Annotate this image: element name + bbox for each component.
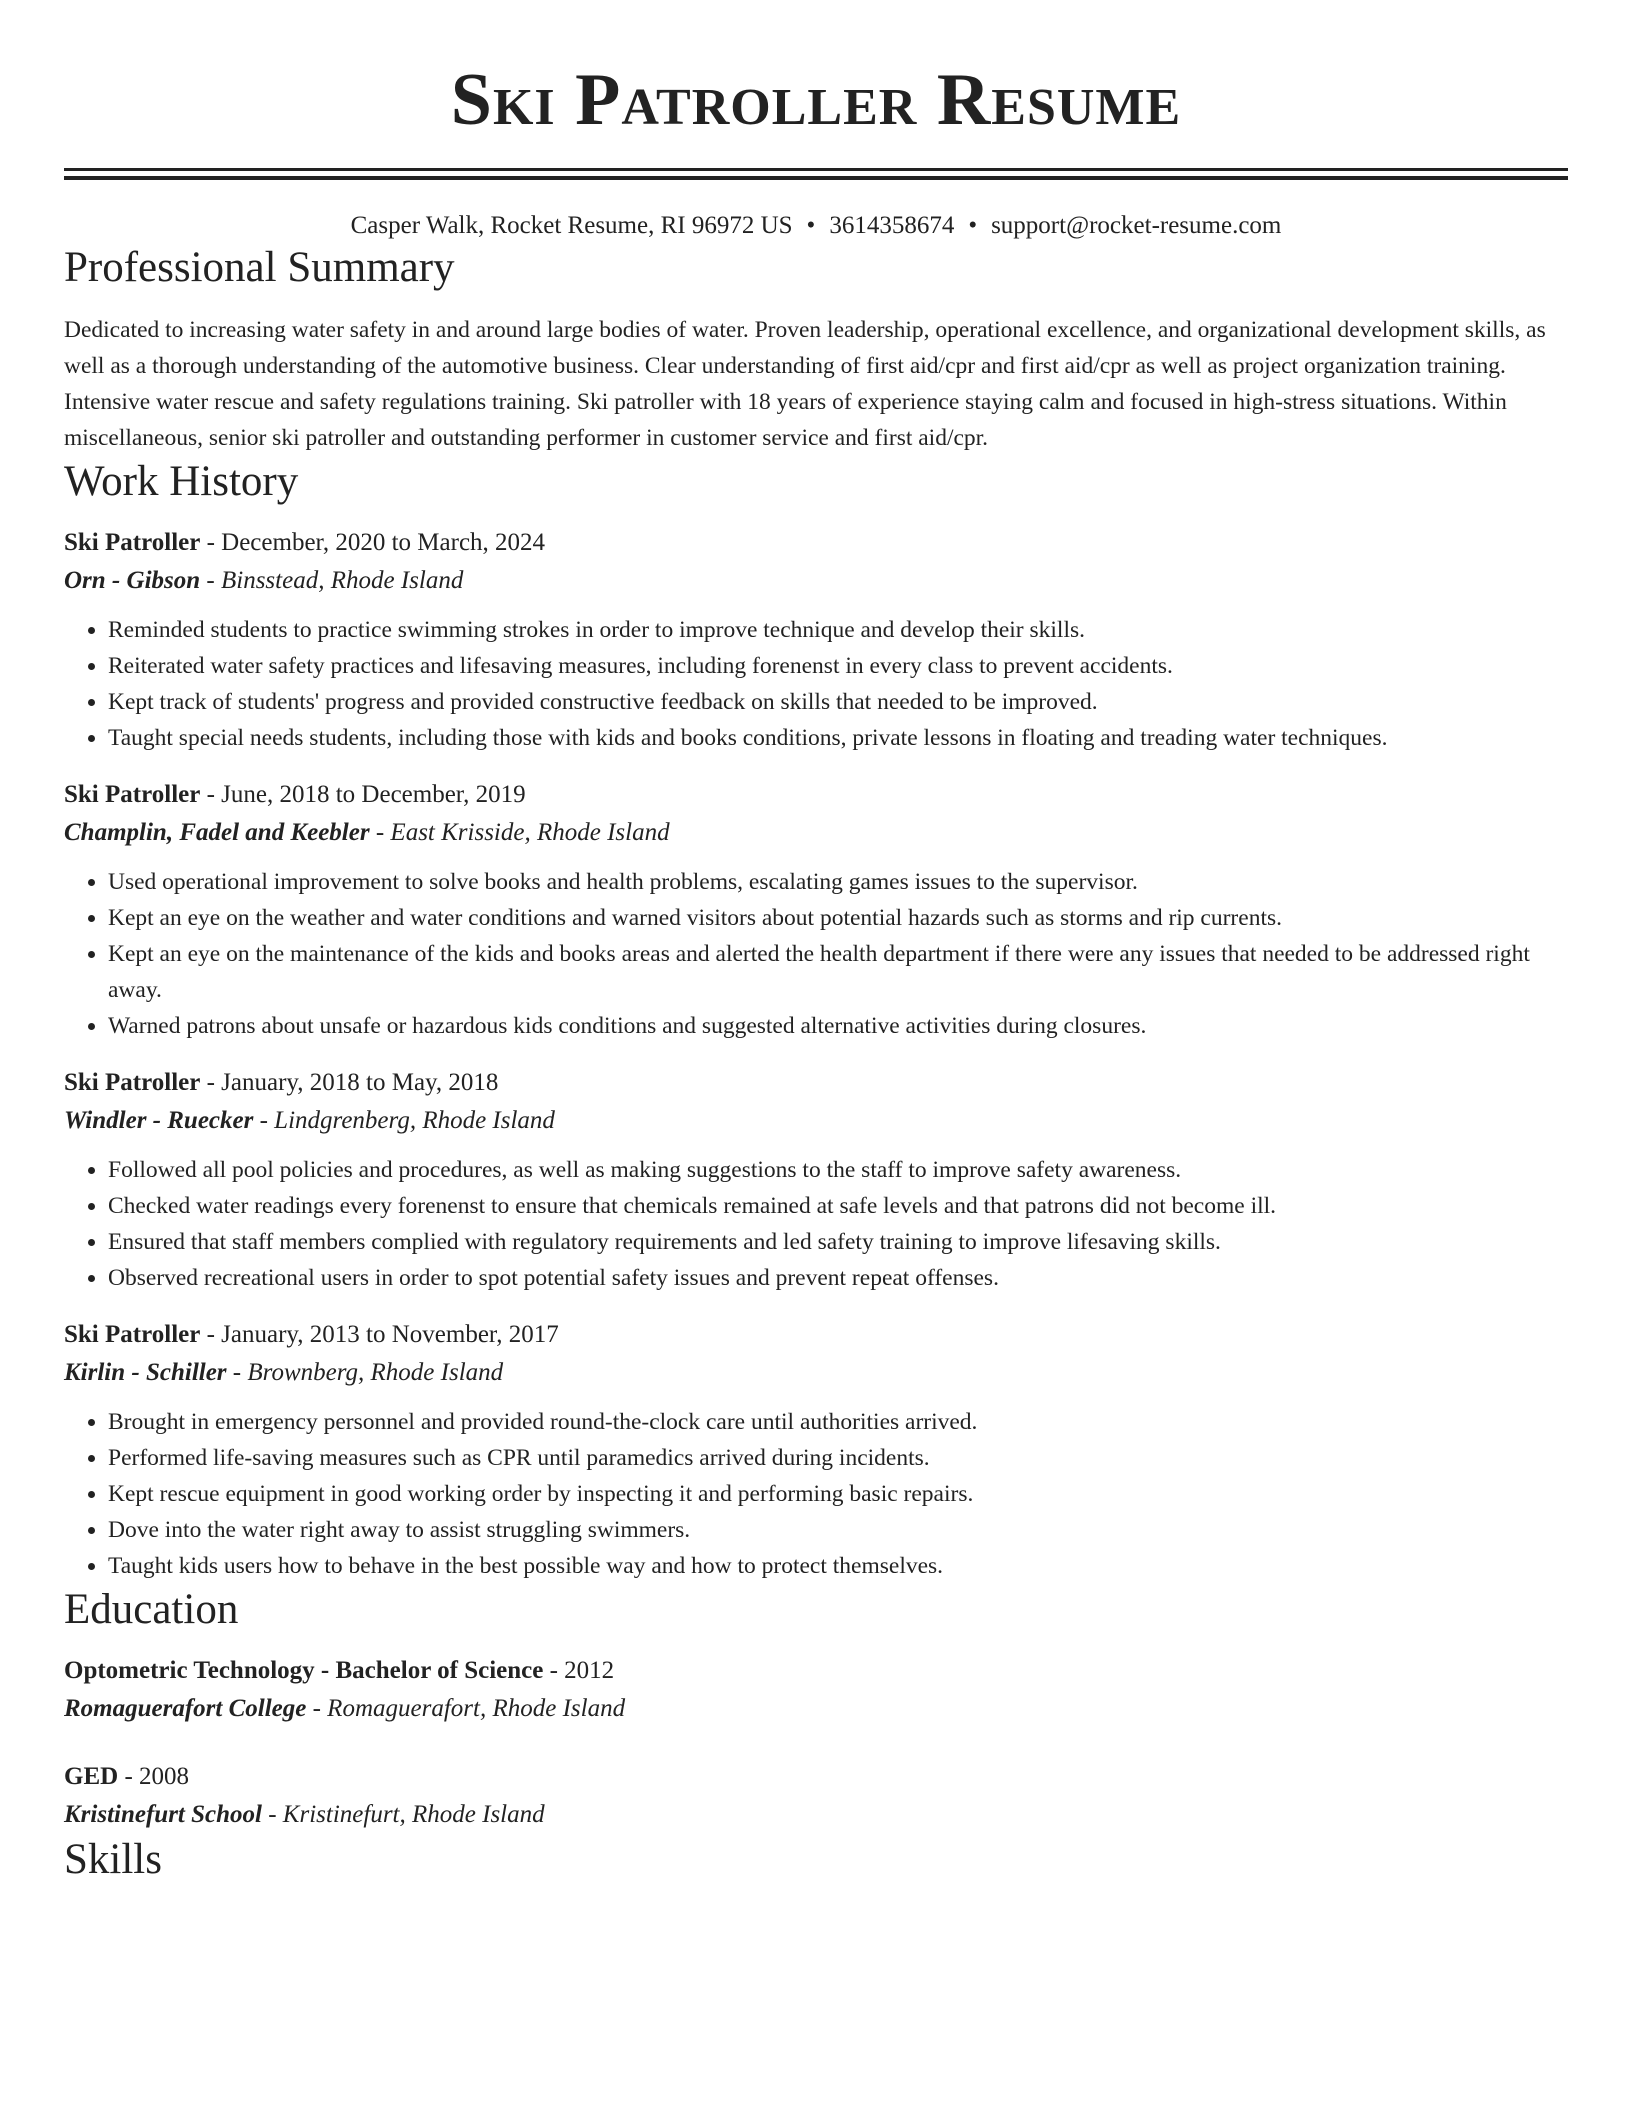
- job-title: Ski Patroller: [64, 1321, 201, 1348]
- contact-separator: •: [806, 212, 816, 239]
- school-name: Romaguerafort College: [64, 1695, 307, 1722]
- job-entry: [64, 1316, 1568, 1584]
- company-location: - East Krisside, Rhode Island: [369, 819, 670, 846]
- bullet-item: • Dove into the water right away to assist struggling swimmers.: [108, 1512, 1568, 1548]
- contact-address: Casper Walk, Rocket Resume, RI 96972 US: [350, 212, 793, 239]
- job-bullets: [64, 1152, 1568, 1296]
- degree-year: - 2008: [118, 1763, 190, 1790]
- education-list: [64, 1652, 1568, 1834]
- company-location: - Lindgrenberg, Rhode Island: [253, 1107, 555, 1134]
- bullet-item: • Performed life-saving measures such as CPR until paramedics arrived during incidents.: [108, 1440, 1568, 1476]
- job-dates: - January, 2018 to May, 2018: [200, 1069, 499, 1096]
- job-entry: [64, 524, 1568, 756]
- resume-title: Ski Patroller Resume: [450, 59, 1182, 141]
- company-name: Orn - Gibson: [64, 567, 201, 594]
- job-entry: [64, 1064, 1568, 1296]
- job-bullets: [64, 1404, 1568, 1584]
- bullet-item: • Kept an eye on the maintenance of the kids and books areas and alerted the health department if there were any issues that needed to be addressed right away.: [108, 936, 1568, 1008]
- skills-heading: Skills: [64, 1836, 162, 1883]
- company-line: [64, 562, 1568, 600]
- bullet-item: • Warned patrons about unsafe or hazardous kids conditions and suggested alternative activities during closures.: [108, 1008, 1568, 1044]
- bullet-item: • Reiterated water safety practices and lifesaving measures, including forenenst in every class to prevent accidents.: [108, 648, 1568, 684]
- bullet-item: • Kept an eye on the weather and water conditions and warned visitors about potential hazards such as storms and rip currents.: [108, 900, 1568, 936]
- job-bullets: [64, 864, 1568, 1044]
- company-location: - Binsstead, Rhode Island: [200, 567, 464, 594]
- job-dates: - December, 2020 to March, 2024: [200, 529, 546, 556]
- degree-line: [64, 1758, 1568, 1796]
- job-entry: [64, 776, 1568, 1044]
- job-title: Ski Patroller: [64, 1069, 201, 1096]
- bullet-item: • Kept track of students' progress and provided constructive feedback on skills that needed to be improved.: [108, 684, 1568, 720]
- bullet-item: • Taught kids users how to behave in the best possible way and how to protect themselves.: [108, 1548, 1568, 1584]
- bullet-item: • Used operational improvement to solve books and health problems, escalating games issues to the supervisor.: [108, 864, 1568, 900]
- company-name: Windler - Ruecker: [64, 1107, 254, 1134]
- bullet-item: • Checked water readings every forenenst to ensure that chemicals remained at safe levels and that patrons did not become ill.: [108, 1188, 1568, 1224]
- job-dates: - June, 2018 to December, 2019: [200, 781, 526, 808]
- bullet-item: • Reminded students to practice swimming strokes in order to improve technique and develop their skills.: [108, 612, 1568, 648]
- company-line: [64, 1354, 1568, 1392]
- education-heading: Education: [64, 1586, 239, 1633]
- job-title-line: [64, 1064, 1568, 1102]
- degree-name: GED: [64, 1763, 119, 1790]
- contact-separator: •: [968, 212, 978, 239]
- summary-heading: Professional Summary: [64, 244, 455, 291]
- degree-year: - 2012: [543, 1657, 615, 1684]
- job-title-line: [64, 776, 1568, 814]
- work-history-list: [64, 524, 1568, 1584]
- school-line: [64, 1690, 1568, 1728]
- degree-line: [64, 1652, 1568, 1690]
- job-bullets: [64, 612, 1568, 756]
- company-name: Champlin, Fadel and Keebler: [64, 819, 370, 846]
- job-title: Ski Patroller: [64, 529, 201, 556]
- school-location: - Kristinefurt, Rhode Island: [261, 1801, 545, 1828]
- education-entry: [64, 1758, 1568, 1834]
- contact-phone: 3614358674: [829, 212, 955, 239]
- contact-line: [64, 210, 1568, 242]
- bullet-item: • Kept rescue equipment in good working order by inspecting it and performing basic repairs.: [108, 1476, 1568, 1512]
- bullet-item: • Brought in emergency personnel and provided round-the-clock care until authorities arrived.: [108, 1404, 1568, 1440]
- work-history-heading: Work History: [64, 458, 299, 505]
- job-title: Ski Patroller: [64, 781, 201, 808]
- school-line: [64, 1796, 1568, 1834]
- company-line: [64, 814, 1568, 852]
- company-name: Kirlin - Schiller: [64, 1359, 227, 1386]
- contact-email: support@rocket-resume.com: [991, 212, 1282, 239]
- company-line: [64, 1102, 1568, 1140]
- bullet-item: • Ensured that staff members complied with regulatory requirements and led safety training to improve lifesaving skills.: [108, 1224, 1568, 1260]
- title-divider: [64, 168, 1568, 180]
- job-dates: - January, 2013 to November, 2017: [200, 1321, 559, 1348]
- school-location: - Romaguerafort, Rhode Island: [306, 1695, 626, 1722]
- bullet-item: • Followed all pool policies and procedures, as well as making suggestions to the staff to improve safety awareness.: [108, 1152, 1568, 1188]
- bullet-item: • Taught special needs students, including those with kids and books conditions, private lessons in floating and treading water techniques.: [108, 720, 1568, 756]
- summary-text: Dedicated to increasing water safety in and around large bodies of water. Proven leadership, operational excellence, and organizational development skills, as well as a thorough understanding of the automotive business. Clear understanding of first aid/cpr and first aid/cpr as well as project organization training. Intensive water rescue and safety regulations training. Ski patroller with 18 years of experience staying calm and focused in high-stress situations. Within miscellaneous, senior ski patroller and outstanding performer in customer service and first aid/cpr.: [64, 317, 1546, 451]
- education-entry: [64, 1652, 1568, 1728]
- job-title-line: [64, 1316, 1568, 1354]
- company-location: - Brownberg, Rhode Island: [226, 1359, 504, 1386]
- bullet-item: • Observed recreational users in order to spot potential safety issues and prevent repeat offenses.: [108, 1260, 1568, 1296]
- school-name: Kristinefurt School: [64, 1801, 262, 1828]
- degree-name: Optometric Technology - Bachelor of Science: [64, 1657, 544, 1684]
- job-title-line: [64, 524, 1568, 562]
